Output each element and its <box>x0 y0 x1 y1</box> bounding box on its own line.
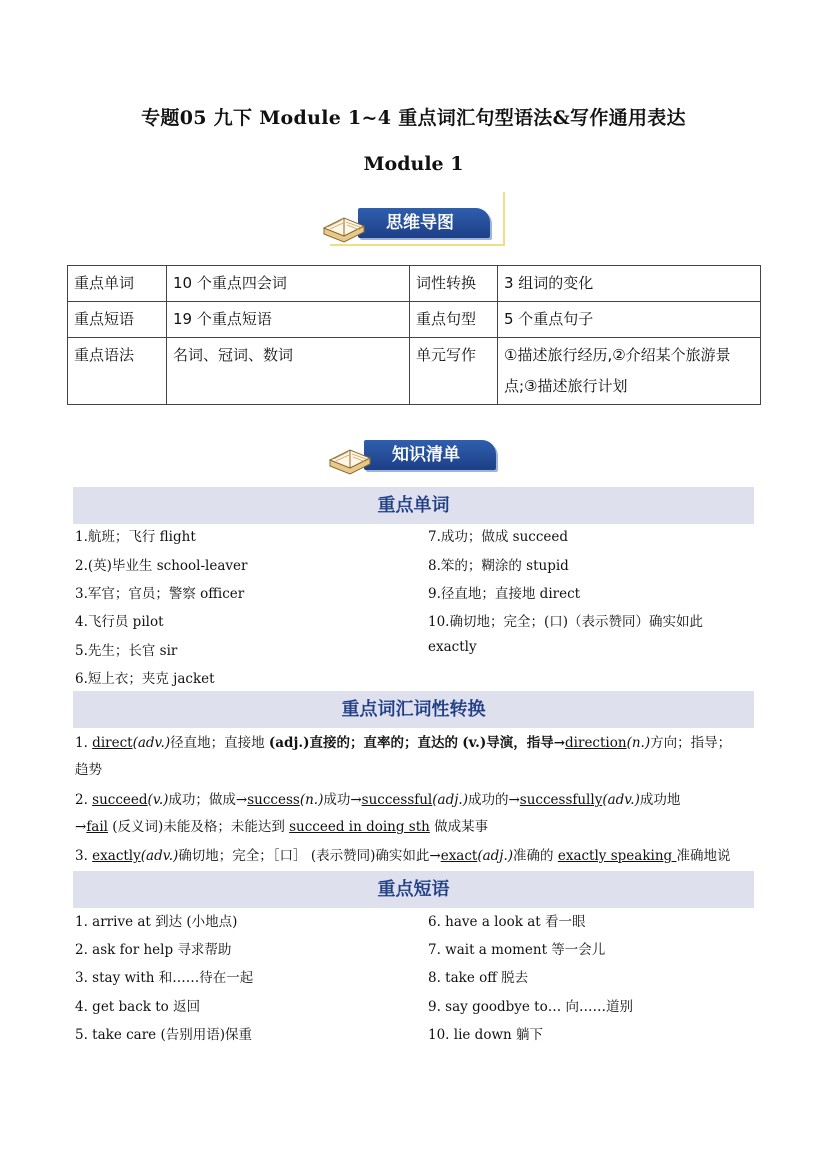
table-row <box>68 302 761 338</box>
list-item: 3.军官；官员；警察 officer <box>75 586 245 602</box>
book-icon <box>326 438 374 478</box>
list-item: 8. take off 脱去 <box>428 970 529 986</box>
conversion-line-1b: 趋势 <box>75 762 102 778</box>
list-item: 5.先生；长官 sir <box>75 643 178 659</box>
conversion-line-2b: →fail (反义词)未能及格；未能达到 succeed in doing sth 做成某事 <box>75 819 489 835</box>
list-item: 7. wait a moment 等一会儿 <box>428 942 606 958</box>
table-cell: 词性转换 <box>410 266 498 302</box>
list-item: 7.成功；做成 succeed <box>428 529 569 545</box>
list-item: 6.短上衣；夹克 jacket <box>75 671 215 687</box>
conversion-line-1: 1. direct(adv.)径直地；直接地 (adj.)直接的；直率的；直达的 (v.)导演，指导→direction(n.)方向；指导； <box>75 735 732 751</box>
mind-map-banner <box>320 196 500 252</box>
table-cell: 重点语法 <box>68 338 167 405</box>
list-item: 10. lie down 躺下 <box>428 1027 543 1043</box>
table-cell: 单元写作 <box>410 338 498 405</box>
list-item: 1. arrive at 到达 (小地点) <box>75 914 238 930</box>
list-item: 5. take care (告别用语)保重 <box>75 1027 252 1043</box>
list-item: 10.确切地；完全；(口)（表示赞同）确实如此 <box>428 614 704 630</box>
list-item: 4.飞行员 pilot <box>75 614 164 630</box>
list-item: 9.径直地；直接地 direct <box>428 586 581 602</box>
table-row <box>68 266 761 302</box>
word-conversion-header: 重点词汇词性转换 <box>73 691 754 728</box>
module-title: Module 1 <box>363 153 464 175</box>
key-words-header: 重点单词 <box>73 487 754 524</box>
table-cell: ①描述旅行经历,②介绍某个旅游景点;③描述旅行计划 <box>498 338 761 405</box>
list-item: 2.(英)毕业生 school-leaver <box>75 558 248 574</box>
list-item: 4. get back to 返回 <box>75 999 201 1015</box>
list-item: exactly <box>428 639 477 655</box>
list-item: 6. have a look at 看一眼 <box>428 914 586 930</box>
list-item: 2. ask for help 寻求帮助 <box>75 942 232 958</box>
table-cell: 名词、冠词、数词 <box>167 338 410 405</box>
knowledge-list-banner-label: 知识清单 <box>364 440 496 470</box>
list-item: 9. say goodbye to… 向……道别 <box>428 999 633 1015</box>
knowledge-list-banner <box>326 428 506 484</box>
list-item: 1.航班；飞行 flight <box>75 529 196 545</box>
table-cell: 5 个重点句子 <box>498 302 761 338</box>
table-row <box>68 338 761 405</box>
mind-map-banner-label: 思维导图 <box>358 208 490 238</box>
table-cell: 19 个重点短语 <box>167 302 410 338</box>
overview-table <box>67 265 761 405</box>
table-cell: 3 组词的变化 <box>498 266 761 302</box>
table-cell: 重点短语 <box>68 302 167 338</box>
table-cell: 10 个重点四会词 <box>167 266 410 302</box>
list-item: 8.笨的；糊涂的 stupid <box>428 558 569 574</box>
table-cell: 重点句型 <box>410 302 498 338</box>
document-title: 专题05 九下 Module 1~4 重点词汇句型语法&写作通用表达 <box>141 107 686 129</box>
list-item: 3. stay with 和……待在一起 <box>75 970 254 986</box>
conversion-line-2: 2. succeed(v.)成功；做成→success(n.)成功→successful(adj.)成功的→successfully(adv.)成功地 <box>75 792 681 808</box>
table-cell: 重点单词 <box>68 266 167 302</box>
conversion-line-3: 3. exactly(adv.)确切地；完全；［口］ (表示赞同)确实如此→exact(adj.)准确的 exactly speaking 准确地说 <box>75 848 731 864</box>
book-icon <box>320 206 368 246</box>
key-phrases-header: 重点短语 <box>73 871 754 908</box>
